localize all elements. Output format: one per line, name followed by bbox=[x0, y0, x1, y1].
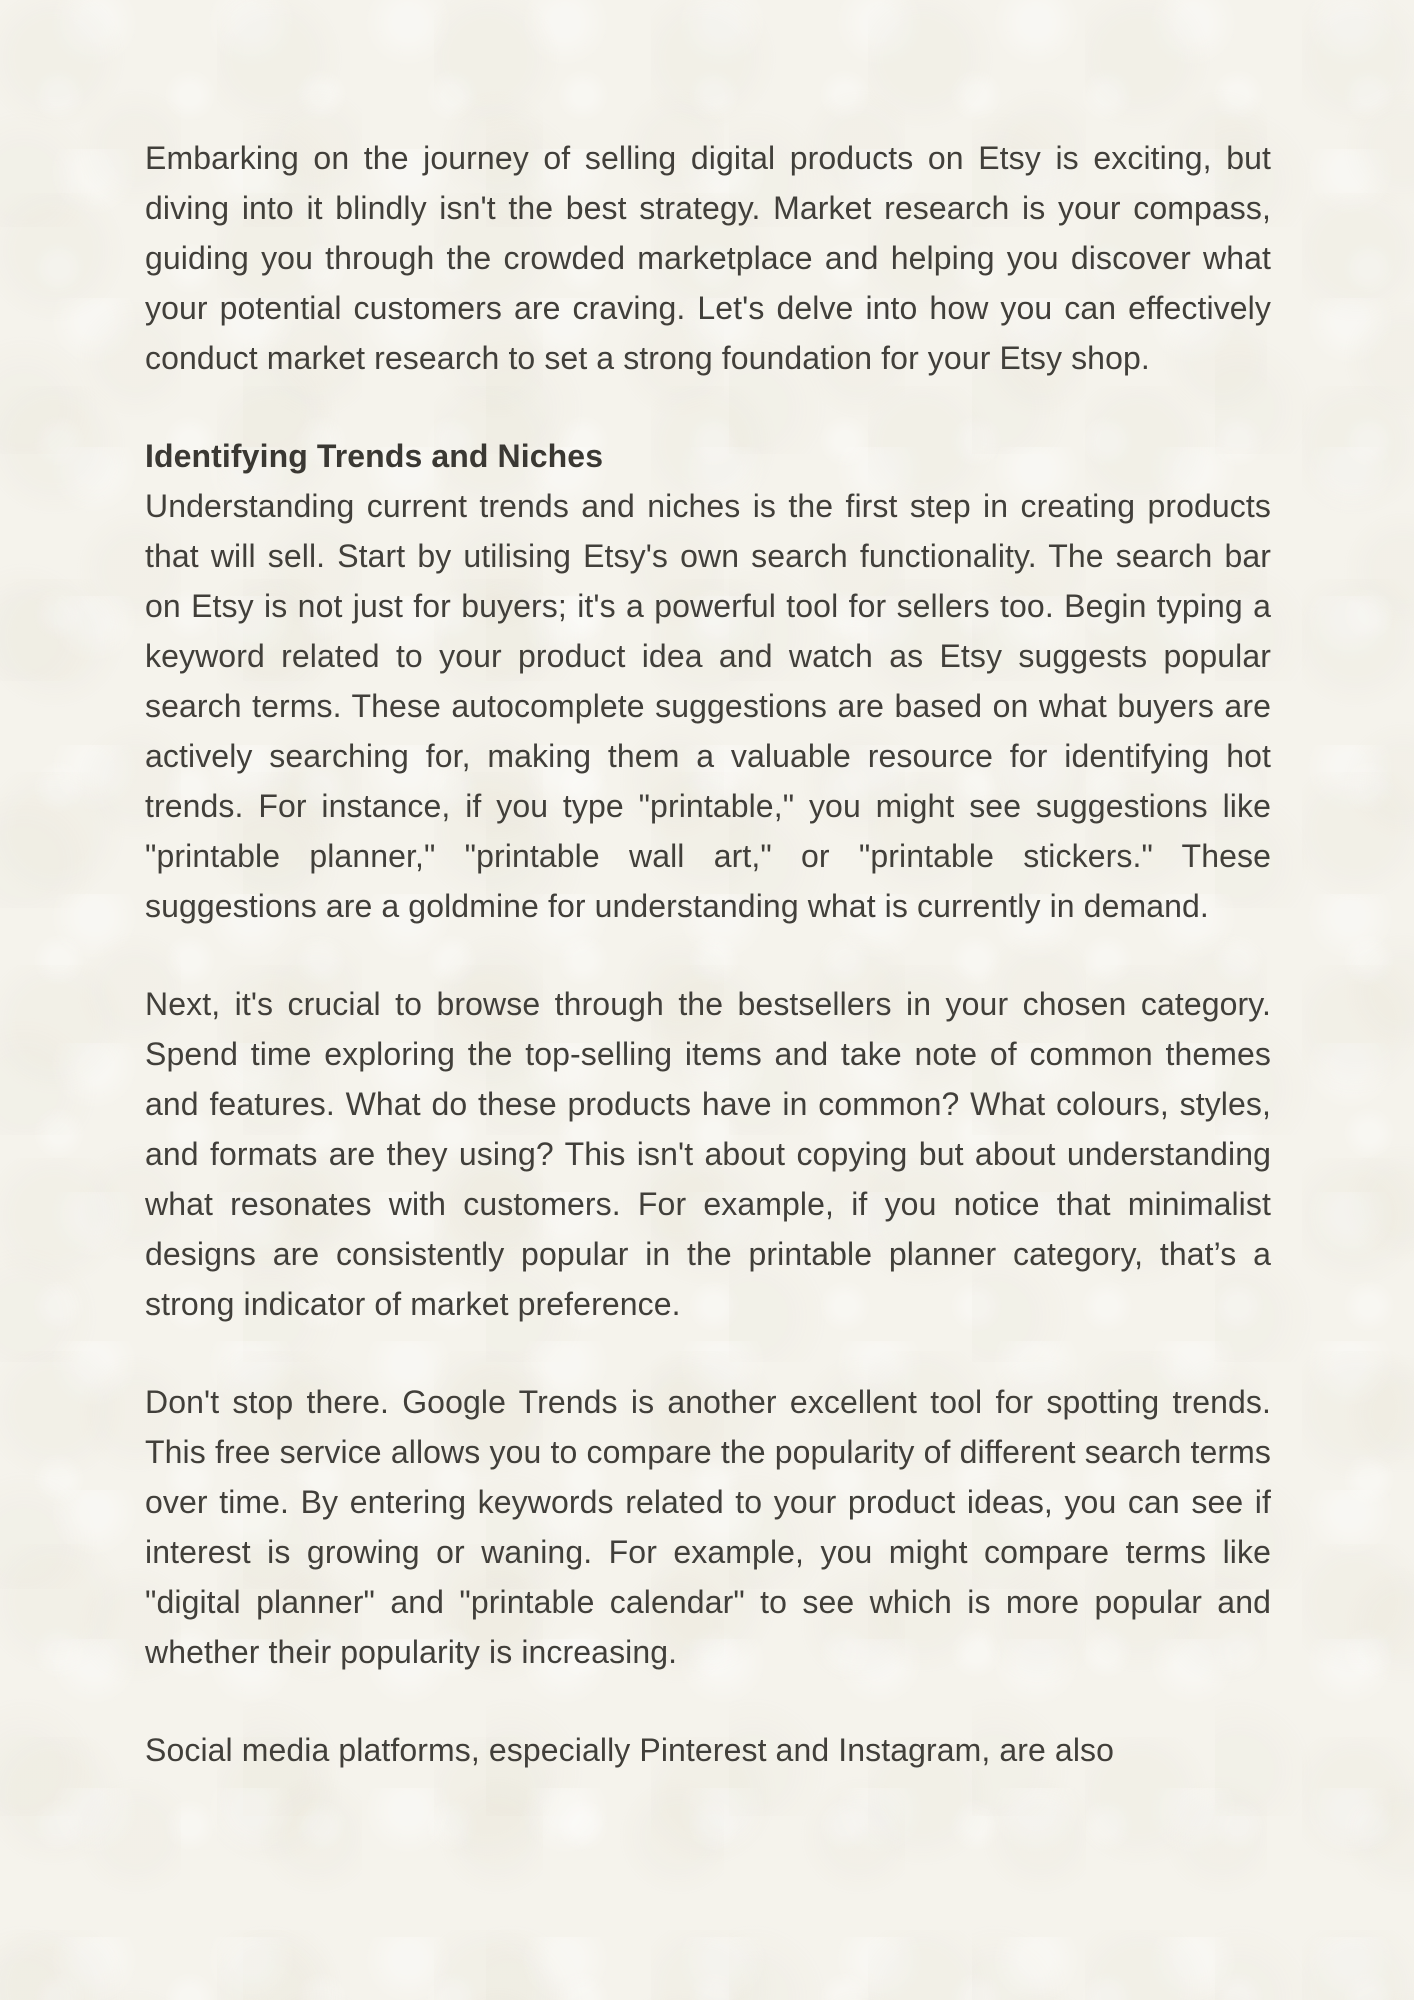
paragraph-bestsellers: Next, it's crucial to browse through the bestsellers in your chosen category. Spend time exploring the top-selling items and take note of common themes and features. What do these products have in common? What colours, styles, and formats are they using? This isn't about copying but about understanding what resonates with customers. For example, if you notice that minimalist designs are consistently popular in the printable planner category, that’s a strong indicator of market preference. bbox=[145, 986, 1271, 1322]
paragraph-social-media-partial: Social media platforms, especially Pinterest and Instagram, are also bbox=[145, 1732, 1115, 1768]
paragraph-google-trends: Don't stop there. Google Trends is another excellent tool for spotting trends. This free service allows you to compare the popularity of different search terms over time. By entering keywords related to your product ideas, you can see if interest is growing or waning. For example, you might compare terms like "digital planner" and "printable calendar" to see which is more popular and whether their popularity is increasing. bbox=[145, 1384, 1271, 1670]
section-heading-identifying-trends: Identifying Trends and Niches bbox=[145, 438, 604, 474]
paragraph-intro: Embarking on the journey of selling digital products on Etsy is exciting, but diving into it blindly isn't the best strategy. Market research is your compass, guiding you through the crowded marketplace and helping you discover what your potential customers are craving. Let's delve into how you can effectively conduct market research to set a strong foundation for your Etsy shop. bbox=[145, 140, 1271, 376]
paragraph-trends-search: Understanding current trends and niches is the first step in creating products that will sell. Start by utilising Etsy's own search functionality. The search bar on Etsy is not just for buyers; it's a powerful tool for sellers too. Begin typing a keyword related to your product idea and watch as Etsy suggests popular search terms. These autocomplete suggestions are based on what buyers are actively searching for, making them a valuable resource for identifying hot trends. For instance, if you type "printable," you might see suggestions like "printable planner," "printable wall art," or "printable stickers." These suggestions are a goldmine for understanding what is currently in demand. bbox=[145, 488, 1271, 924]
page-content bbox=[145, 133, 1271, 1775]
